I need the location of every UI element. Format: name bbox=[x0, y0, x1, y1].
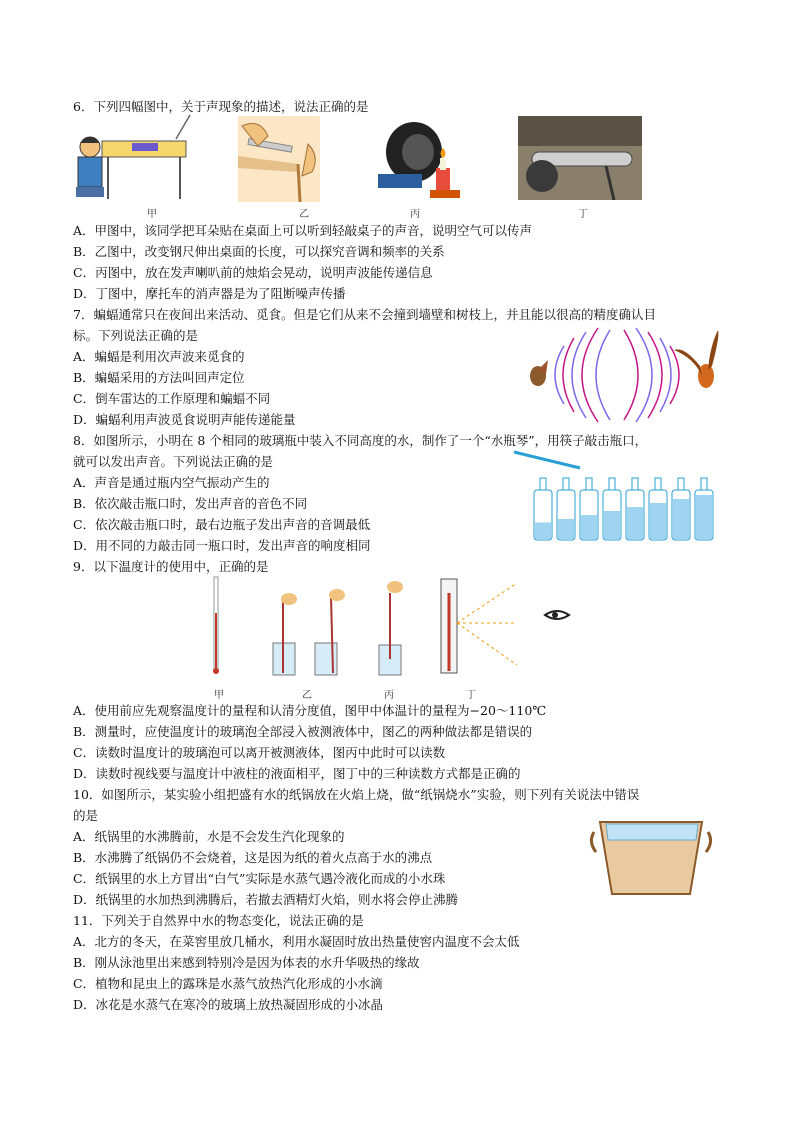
q6-figure-jia bbox=[72, 113, 192, 203]
q6-fig-label-yi: 乙 bbox=[299, 209, 309, 220]
q9-option-c: C．读数时温度计的玻璃泡可以离开被测液体，图丙中此时可以读数 bbox=[73, 745, 446, 760]
q7-bat-echo-figure bbox=[524, 326, 720, 424]
q9-fig-label-bing: 丙 bbox=[384, 690, 394, 701]
water-bottle bbox=[695, 478, 713, 540]
water-bottle bbox=[557, 478, 575, 540]
q6-fig-label-jia: 甲 bbox=[147, 209, 157, 220]
q6-figure-ding bbox=[518, 116, 642, 200]
q8-stem-line2: 就可以发出声音。下列说法正确的是 bbox=[73, 454, 274, 469]
q8-option-c: C．依次敲击瓶口时，最右边瓶子发出声音的音调最低 bbox=[73, 517, 371, 532]
q9-stem: 9．以下温度计的使用中，正确的是 bbox=[73, 559, 269, 574]
q7-option-a: A．蝙蝠是利用次声波来觅食的 bbox=[73, 349, 245, 364]
water-bottle bbox=[626, 478, 644, 540]
q10-option-a: A．纸锅里的水沸腾前，水是不会发生汽化现象的 bbox=[73, 829, 345, 844]
q6-option-d: D．丁图中，摩托车的消声器是为了阻断噪声传播 bbox=[73, 286, 346, 301]
q6-figure-yi bbox=[238, 116, 320, 202]
q6-fig-label-bing: 丙 bbox=[410, 209, 420, 220]
q10-option-d: D．纸锅里的水加热到沸腾后，若撤去酒精灯火焰，则水将会停止沸腾 bbox=[73, 892, 459, 907]
q8-option-a: A．声音是通过瓶内空气振动产生的 bbox=[73, 475, 270, 490]
water-bottle bbox=[603, 478, 621, 540]
q10-option-c: C．纸锅里的水上方冒出“白气”实际是水蒸气遇冷液化而成的小水珠 bbox=[73, 871, 446, 886]
q8-option-b: B．依次敲击瓶口时，发出声音的音色不同 bbox=[73, 496, 308, 511]
q9-fig-label-jia: 甲 bbox=[214, 690, 224, 701]
q11-option-c: C．植物和昆虫上的露珠是水蒸气放热汽化形成的小水滴 bbox=[73, 976, 383, 991]
q7-stem-line2: 标。下列说法正确的是 bbox=[73, 328, 199, 343]
q8-stem-line1: 8．如图所示，小明在 8 个相同的玻璃瓶中装入不同高度的水，制作了一个“水瓶琴”，用筷子敲击瓶口， bbox=[73, 433, 648, 448]
q11-stem: 11．下列关于自然界中水的物态变化，说法正确的是 bbox=[73, 913, 364, 928]
water-bottle bbox=[672, 478, 690, 540]
water-bottle bbox=[580, 478, 598, 540]
q7-option-c: C．倒车雷达的工作原理和蝙蝠不同 bbox=[73, 391, 271, 406]
q6-stem: 6．下列四幅图中，关于声现象的描述，说法正确的是 bbox=[73, 99, 369, 114]
q6-option-b: B．乙图中，改变钢尺伸出桌面的长度，可以探究音调和频率的关系 bbox=[73, 244, 445, 259]
q11-option-d: D．冰花是水蒸气在寒冷的玻璃上放热凝固形成的小冰晶 bbox=[73, 997, 384, 1012]
water-bottle bbox=[534, 478, 552, 540]
q9-fig-label-yi: 乙 bbox=[302, 690, 312, 701]
q6-option-a: A．甲图中，该同学把耳朵贴在桌面上可以听到轻敲桌子的声音，说明空气可以传声 bbox=[73, 223, 533, 238]
q7-stem-line1: 7．蝙蝠通常只在夜间出来活动、觅食。但是它们从来不会撞到墙壁和树枝上，并且能以很高的精度确认目 bbox=[73, 307, 656, 322]
q10-paper-pot-figure bbox=[588, 812, 714, 900]
q7-option-d: D．蝙蝠利用声波觅食说明声能传递能量 bbox=[73, 412, 296, 427]
q9-option-d: D．读数时视线要与温度计中液柱的液面相平，图丁中的三种读数方式都是正确的 bbox=[73, 766, 521, 781]
q6-option-c: C．丙图中，放在发声喇叭前的烛焰会晃动，说明声波能传递信息 bbox=[73, 265, 433, 280]
q11-option-a: A．北方的冬天，在菜窖里放几桶水，利用水凝固时放出热量使窖内温度不会太低 bbox=[73, 934, 520, 949]
water-bottle bbox=[649, 478, 667, 540]
q6-fig-label-ding: 丁 bbox=[578, 209, 588, 220]
q6-figure-bing bbox=[378, 118, 470, 200]
q9-option-a: A．使用前应先观察温度计的量程和认清分度值，图甲中体温计的量程为−20～110℃ bbox=[73, 703, 547, 718]
q8-option-d: D．用不同的力敲击同一瓶口时，发出声音的响度相同 bbox=[73, 538, 371, 553]
q9-option-b: B．测量时，应使温度计的玻璃泡全部浸入被测液体中，图乙的两种做法都是错误的 bbox=[73, 724, 533, 739]
q9-thermometer-figure bbox=[205, 573, 585, 685]
q9-fig-label-ding: 丁 bbox=[466, 690, 476, 701]
q10-option-b: B．水沸腾了纸锅仍不会烧着，这是因为纸的着火点高于水的沸点 bbox=[73, 850, 433, 865]
q10-stem-line1: 10．如图所示，某实验小组把盛有水的纸锅放在火焰上烧，做“纸锅烧水”实验，则下列有关说法中错误 bbox=[73, 787, 640, 802]
q11-option-b: B．刚从泳池里出来感到特别冷是因为体表的水升华吸热的缘故 bbox=[73, 955, 420, 970]
q7-option-b: B．蝙蝠采用的方法叫回声定位 bbox=[73, 370, 245, 385]
q10-stem-line2: 的是 bbox=[73, 808, 99, 823]
q8-water-bottles-figure bbox=[510, 448, 720, 544]
